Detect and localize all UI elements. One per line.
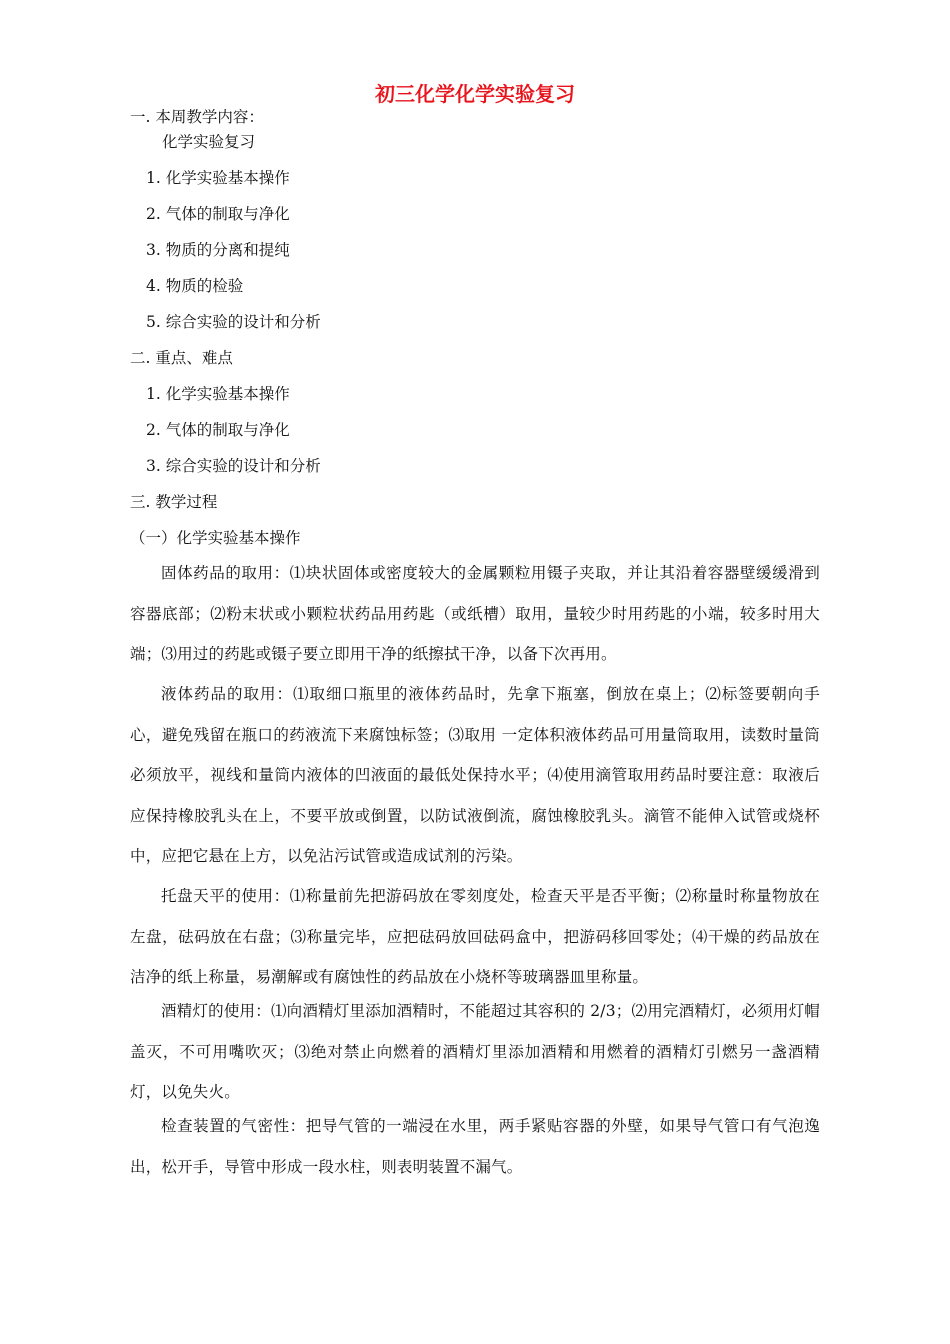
section-1-subtitle: 化学实验复习: [162, 133, 256, 151]
section-1-item: 3. 物质的分离和提纯: [146, 241, 290, 259]
paragraph-solid-reagents: 固体药品的取用：⑴块状固体或密度较大的金属颗粒用镊子夹取，并让其沿着容器壁缓缓滑到容器底部；⑵粉末状或小颗粒状药品用药匙（或纸槽）取用，量较少时用药匙的小端，较多时用大端；⑶用过的药匙或镊子要立即用干净的纸擦拭干净，以备下次再用。: [130, 564, 820, 663]
section-2-item: 2. 气体的制取与净化: [146, 421, 290, 439]
section-1-item: 4. 物质的检验: [146, 277, 244, 295]
section-1-heading: 一. 本周教学内容：: [130, 108, 264, 126]
paragraph-balance-usage: 托盘天平的使用：⑴称量前先把游码放在零刻度处，检查天平是否平衡；⑵称量时称量物放在左盘，砝码放在右盘；⑶称量完毕，应把砝码放回砝码盒中，把游码移回零处；⑷干燥的药品放在洁净的纸上称量，易潮解或有腐蚀性的药品放在小烧杯等玻璃器皿里称量。: [130, 887, 820, 986]
paragraph-airtightness-check: 检查装置的气密性：把导气管的一端浸在水里，两手紧贴容器的外壁，如果导气管口有气泡逸出，松开手，导管中形成一段水柱，则表明装置不漏气。: [130, 1117, 820, 1176]
section-3-subheading: （一）化学实验基本操作: [130, 529, 301, 547]
section-2-item: 3. 综合实验的设计和分析: [146, 457, 321, 475]
section-1-item: 5. 综合实验的设计和分析: [146, 313, 321, 331]
section-1-item: 2. 气体的制取与净化: [146, 205, 290, 223]
paragraph-liquid-reagents: 液体药品的取用：⑴取细口瓶里的液体药品时，先拿下瓶塞，倒放在桌上；⑵标签要朝向手心，避免残留在瓶口的药液流下来腐蚀标签；⑶取用 一定体积液体药品可用量筒取用，读数时量筒必须放平，视线和量筒内液体的凹液面的最低处保持水平；⑷使用滴管取用药品时要注意：取液后应保持橡胶乳头在上，不要平放或倒置，以防试液倒流，腐蚀橡胶乳头。滴管不能伸入试管或烧杯中，应把它悬在上方，以免沾污试管或造成试剂的污染。: [130, 685, 820, 865]
paragraph-alcohol-lamp: 酒精灯的使用：⑴向酒精灯里添加酒精时，不能超过其容积的 2/3；⑵用完酒精灯，必须用灯帽盖灭，不可用嘴吹灭；⑶绝对禁止向燃着的酒精灯里添加酒精和用燃着的酒精灯引燃另一盏酒精灯，以免失火。: [130, 1002, 820, 1101]
document-title: 初三化学化学实验复习: [375, 82, 575, 106]
section-1-item: 1. 化学实验基本操作: [146, 169, 290, 187]
section-2-heading: 二. 重点、难点: [130, 349, 233, 367]
section-2-item: 1. 化学实验基本操作: [146, 385, 290, 403]
section-3-heading: 三. 教学过程: [130, 493, 218, 511]
